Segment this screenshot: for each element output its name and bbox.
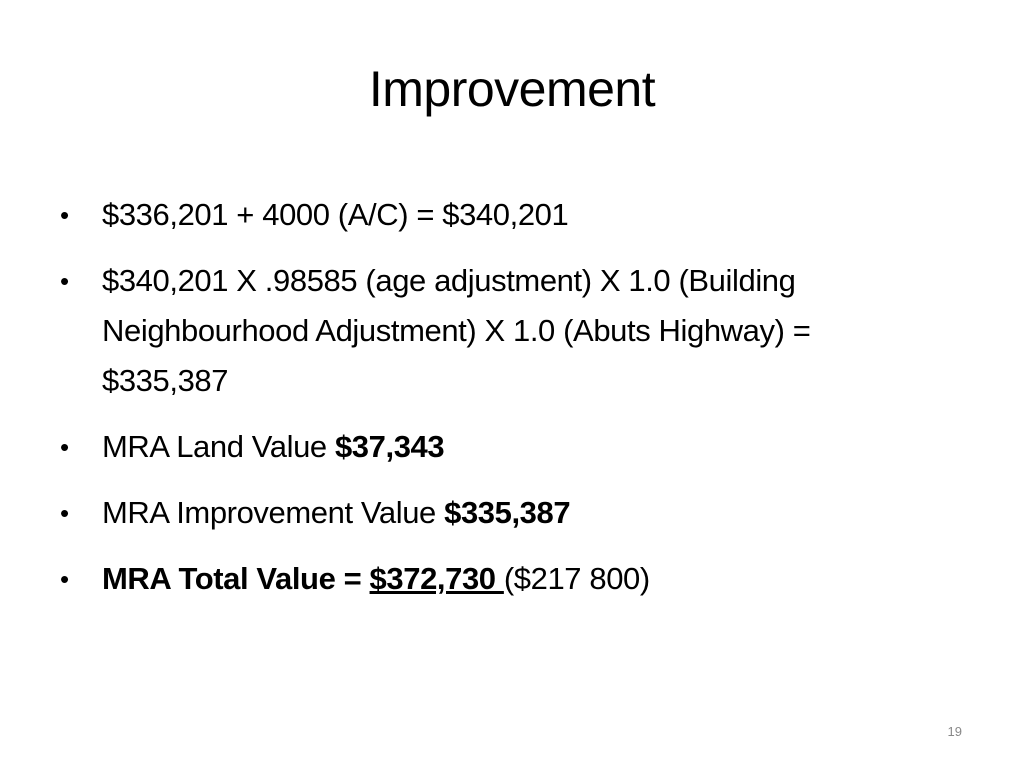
bullet-item-total-value	[56, 554, 936, 604]
bullet-label: MRA Land Value	[102, 429, 335, 464]
page-number: 19	[947, 724, 962, 739]
bullet-label: MRA Improvement Value	[102, 495, 445, 530]
total-value-label: MRA Total Value =	[102, 561, 370, 596]
land-value-amount: $37,343	[334, 429, 445, 464]
bullet-dot-icon: •	[60, 564, 69, 594]
previous-value: ($217 800)	[503, 561, 650, 596]
bullet-dot-icon: •	[60, 266, 69, 296]
bullet-item-land-value	[56, 422, 936, 472]
bullet-text: $340,201 X .98585 (age adjustment) X 1.0 (Building Neighbourhood Adjustment) X 1.0 (Abuts Highway) = $335,387	[102, 263, 811, 398]
bullet-list	[56, 190, 936, 620]
bullet-dot-icon: •	[60, 200, 69, 230]
bullet-dot-icon: •	[60, 432, 69, 462]
total-value-amount: $372,730	[369, 561, 504, 596]
bullet-item-adjustments	[56, 256, 936, 406]
bullet-text: $336,201 + 4000 (A/C) = $340,201	[102, 197, 569, 232]
bullet-item-improvement-value	[56, 488, 936, 538]
slide-title: Improvement	[368, 61, 656, 117]
improvement-value-amount: $335,387	[444, 495, 571, 530]
bullet-dot-icon: •	[60, 498, 69, 528]
bullet-item-ac-addition	[56, 190, 936, 240]
